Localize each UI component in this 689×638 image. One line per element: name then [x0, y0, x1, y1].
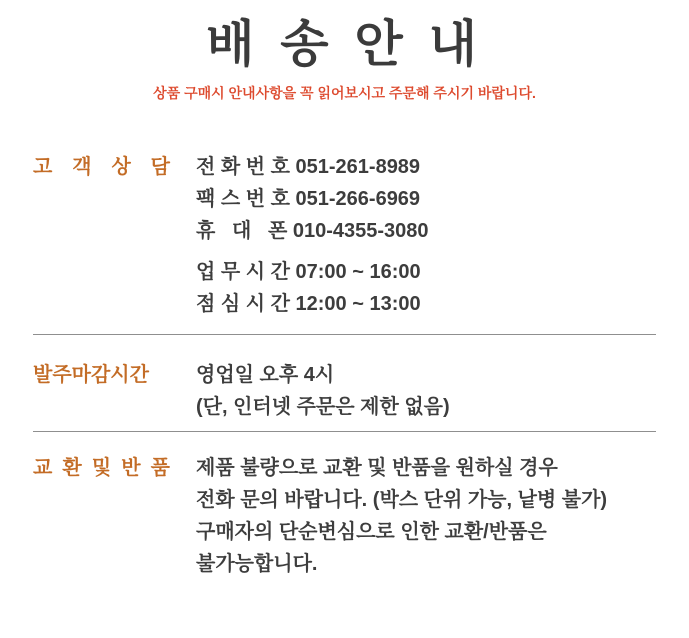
section-order-deadline	[33, 359, 656, 423]
section-label-customer-service: 고 객 상 담	[33, 156, 170, 178]
section-body-customer-service	[196, 151, 429, 320]
section-body-order-deadline	[196, 359, 450, 423]
section-label-order-deadline: 발주마감시간	[33, 364, 149, 386]
fax-number-line: 팩 스 번 호 051-266-6969	[196, 188, 421, 210]
deadline-note-line: (단, 인터넷 주문은 제한 없음)	[196, 396, 450, 418]
not-possible-line: 불가능합니다.	[196, 553, 318, 575]
exchange-return-group	[196, 452, 607, 580]
mobile-number-line: 휴 대 폰 010-4355-3080	[196, 220, 429, 242]
section-body-exchange-return	[196, 452, 607, 580]
page-subtitle: 상품 구매시 안내사항을 꼭 읽어보시고 주문해 주시기 바랍니다.	[153, 85, 536, 101]
contact-numbers-group	[196, 151, 429, 247]
deadline-line: 영업일 오후 4시	[196, 364, 335, 386]
page-title: 배 송 안 내	[206, 16, 483, 72]
lunch-hours-line: 점 심 시 간 12:00 ~ 13:00	[196, 293, 421, 315]
section-exchange-return	[33, 452, 656, 580]
page-content	[0, 151, 689, 580]
section-customer-service	[33, 151, 656, 320]
divider	[33, 334, 656, 335]
phone-number-line: 전 화 번 호 051-261-8989	[196, 156, 421, 178]
section-label-exchange-return: 교 환 및 반 품	[33, 457, 170, 479]
exchange-contact-line: 전화 문의 바랍니다. (박스 단위 가능, 낱병 불가)	[196, 489, 608, 511]
divider	[33, 431, 656, 432]
business-hours-group	[196, 256, 429, 320]
business-hours-line: 업 무 시 간 07:00 ~ 16:00	[196, 261, 421, 283]
change-of-mind-line: 구매자의 단순변심으로 인한 교환/반품은	[196, 521, 547, 543]
order-deadline-group	[196, 359, 450, 423]
exchange-condition-line: 제품 불량으로 교환 및 반품을 원하실 경우	[196, 457, 558, 479]
